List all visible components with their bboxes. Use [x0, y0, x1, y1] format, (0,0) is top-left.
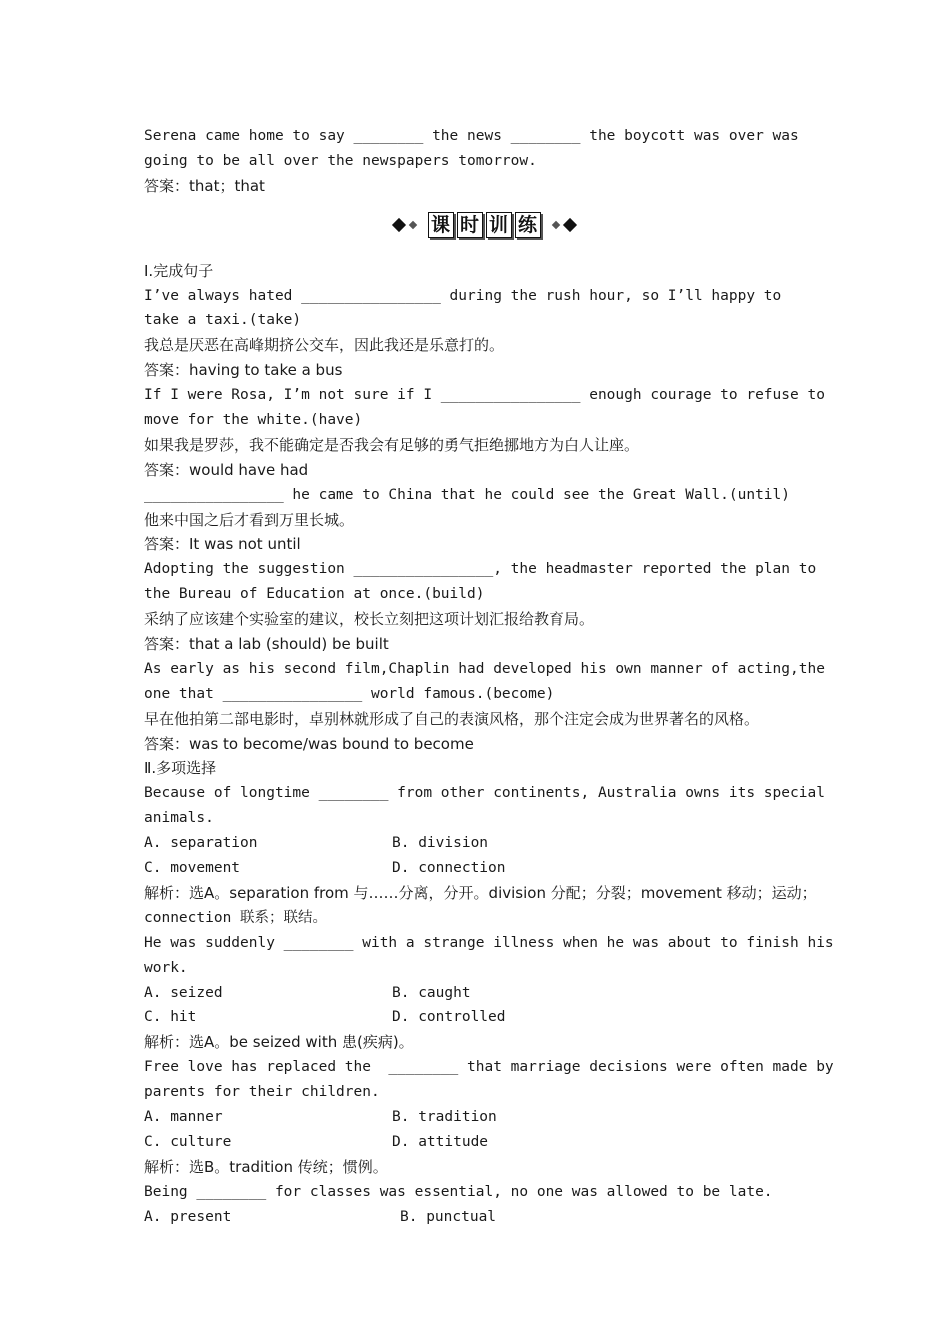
question-line: Free love has replaced the ________ that marriage decisions were often made by — [144, 1059, 834, 1076]
option-row — [144, 1005, 824, 1030]
translation-line: 早在他拍第二部电影时，卓别林就形成了自己的表演风格，那个注定会成为世界著名的风格。 — [144, 709, 760, 728]
question-line: I’ve always hated ________________ during the rush hour, so I’ll happy to — [144, 287, 782, 304]
section-heading: Ⅰ.完成句子 — [144, 261, 214, 280]
option-row — [144, 981, 824, 1006]
banner-char: 练 — [515, 212, 541, 238]
translation-line: 如果我是罗莎，我不能确定是否我会有足够的勇气拒绝挪地方为白人让座。 — [144, 435, 640, 454]
section-banner — [144, 199, 824, 251]
option-c: C. movement — [144, 860, 241, 877]
banner-char: 时 — [457, 212, 483, 238]
question-line: Serena came home to say ________ the news ________ the boycott was over was — [144, 128, 799, 144]
option-b: B. division — [392, 835, 489, 852]
banner-char: 课 — [428, 212, 454, 238]
question-line: If I were Rosa, I’m not sure if I ________________ enough courage to refuse to — [144, 387, 825, 404]
option-row — [144, 1105, 824, 1130]
question-line: work. — [144, 959, 188, 976]
option-row — [144, 1205, 824, 1230]
diamond-icon — [551, 220, 559, 228]
translation-line: 采纳了应该建个实验室的建议，校长立刻把这项计划汇报给教育局。 — [144, 610, 595, 629]
completion-item — [144, 383, 824, 483]
option-row — [144, 1130, 824, 1155]
section-heading: Ⅱ.多项选择 — [144, 759, 217, 778]
diamond-icon — [408, 220, 416, 228]
question-line: animals. — [144, 810, 214, 827]
question-line: As early as his second film,Chaplin had developed his own manner of acting,the — [144, 660, 825, 677]
option-d: D. attitude — [392, 1133, 489, 1150]
question-line: one that ________________ world famous.(become) — [144, 685, 555, 702]
answer-line: 答案：that a lab (should) be built — [144, 635, 389, 654]
option-d: D. controlled — [392, 1009, 506, 1026]
choice-item — [144, 1180, 824, 1230]
question-line: Because of longtime ________ from other continents, Australia owns its special — [144, 785, 825, 802]
option-a: A. seized — [144, 984, 223, 1001]
question-line: He was suddenly ________ with a strange illness when he was about to finish his — [144, 934, 834, 951]
option-a: A. manner — [144, 1108, 223, 1125]
explanation-line: connection 联系；联结。 — [144, 909, 328, 926]
completion-item — [144, 557, 824, 657]
question-line: parents for their children. — [144, 1084, 380, 1101]
explanation-line: 解析：选A。be seized with 患(疾病)。 — [144, 1033, 414, 1052]
question-line: going to be all over the newspapers tomorrow. — [144, 152, 537, 169]
option-b: B. tradition — [392, 1108, 497, 1125]
choice-item — [144, 1055, 834, 1179]
answer-line: 答案：that；that — [144, 176, 265, 195]
option-a: A. present — [144, 1208, 232, 1225]
question-line: ________________ he came to China that he could see the Great Wall.(until) — [144, 486, 791, 503]
banner-char: 训 — [486, 212, 512, 238]
option-row — [144, 831, 824, 856]
option-b: B. punctual — [400, 1208, 497, 1225]
option-row — [144, 856, 824, 881]
explanation-line: 解析：选A。separation from 与……分离，分开。division 分配；分裂；movement 移动；运动； — [144, 883, 817, 902]
choice-item — [144, 781, 824, 930]
section-multiple-choice — [144, 756, 834, 1229]
completion-item — [144, 284, 824, 384]
completion-item — [144, 483, 824, 558]
explanation-line: 解析：选B。tradition 传统；惯例。 — [144, 1157, 388, 1176]
intro-question — [144, 124, 824, 199]
question-line: Being ________ for classes was essential, no one was allowed to be late. — [144, 1183, 773, 1200]
answer-line: 答案：was to become/was bound to become — [144, 734, 474, 753]
document-page — [144, 124, 834, 1229]
completion-item — [144, 657, 824, 757]
option-c: C. culture — [144, 1133, 232, 1150]
answer-line: 答案：would have had — [144, 460, 309, 479]
answer-line: 答案：It was not until — [144, 535, 301, 554]
option-a: A. separation — [144, 835, 258, 852]
translation-line: 我总是厌恶在高峰期挤公交车，因此我还是乐意打的。 — [144, 336, 505, 355]
diamond-icon — [562, 218, 576, 232]
translation-line: 他来中国之后才看到万里长城。 — [144, 510, 355, 529]
diamond-icon — [391, 218, 405, 232]
choice-item — [144, 931, 834, 1055]
question-line: the Bureau of Education at once.(build) — [144, 586, 485, 603]
section-completion — [144, 259, 824, 757]
banner-title — [428, 212, 541, 238]
option-d: D. connection — [392, 860, 506, 877]
answer-line: 答案：having to take a bus — [144, 361, 343, 380]
question-line: Adopting the suggestion ________________, the headmaster reported the plan to — [144, 561, 817, 578]
option-b: B. caught — [392, 984, 471, 1001]
question-line: move for the white.(have) — [144, 412, 363, 429]
option-c: C. hit — [144, 1009, 197, 1026]
question-line: take a taxi.(take) — [144, 312, 302, 329]
